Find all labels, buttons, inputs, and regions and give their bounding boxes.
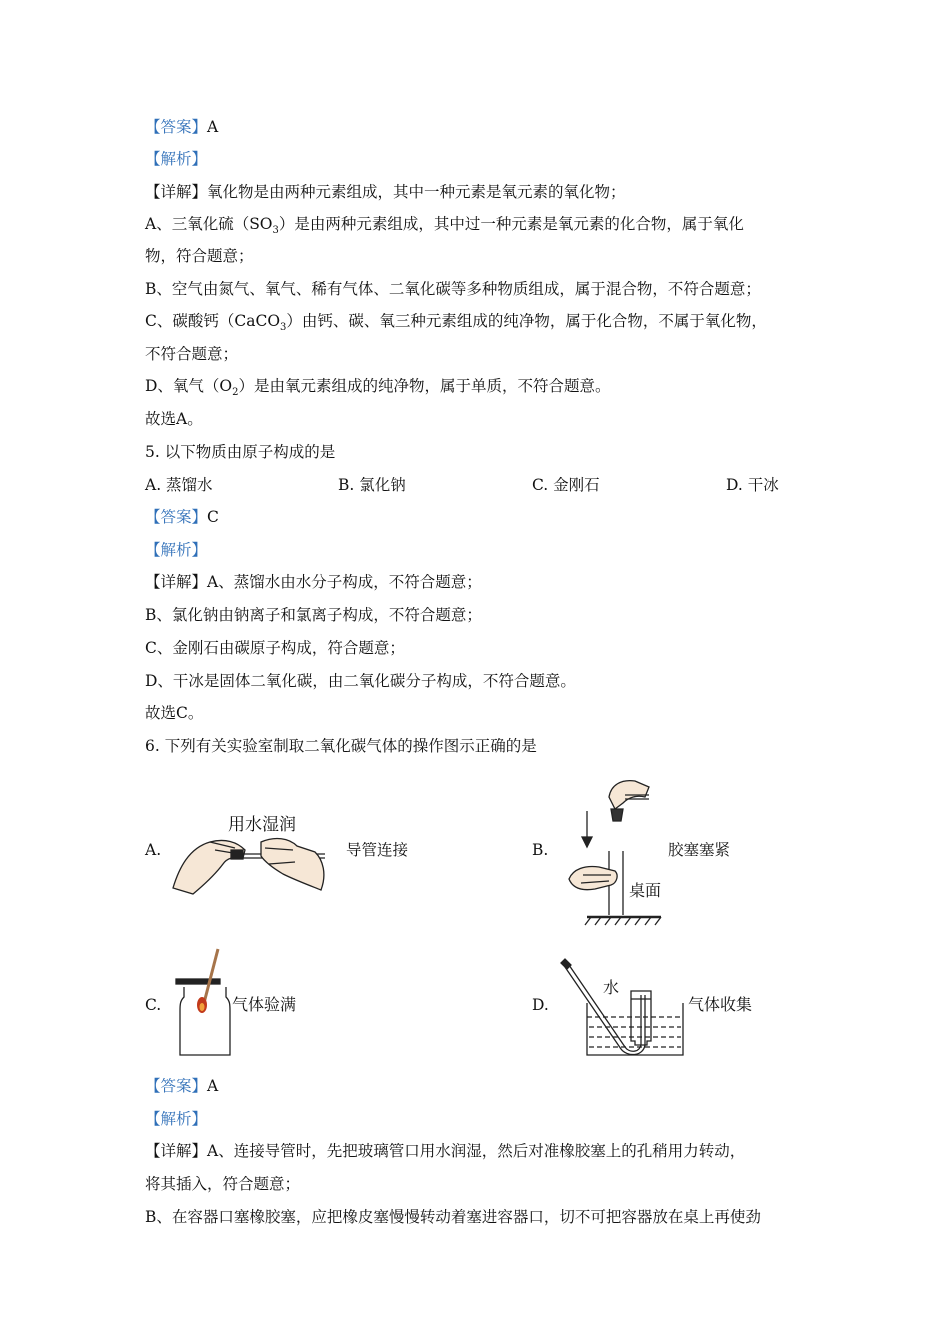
q5-option-c: C. 金刚石 [532, 476, 600, 494]
hands-connecting-tube-figure [165, 828, 340, 903]
q6-option-a-note: 用水湿润 [228, 815, 296, 835]
q4-detail: 【详解】氧化物是由两种元素组成，其中一种元素是氧元素的氧化物； [145, 183, 626, 201]
q5-explain-d: D、干冰是固体二氧化碳，由二氧化碳分子构成，不符合题意。 [145, 672, 576, 690]
q6-option-a-label: 导管连接 [346, 841, 409, 859]
q6-detail: 【详解】A、连接导管时，先把玻璃管口用水润湿，然后对准橡胶塞上的孔稍用力转动， [145, 1142, 746, 1160]
q5-stem: 5. 以下物质由原子构成的是 [145, 443, 336, 461]
q5-option-a: A. 蒸馏水 [145, 476, 213, 494]
q5-explain-b: B、氯化钠由钠离子和氯离子构成，不符合题意； [145, 606, 482, 624]
q6-option-d-letter: D. [532, 996, 549, 1014]
q5-detail: 【详解】A、蒸馏水由水分子构成，不符合题意； [145, 573, 482, 591]
q6-stem: 6. 下列有关实验室制取二氧化碳气体的操作图示正确的是 [145, 737, 537, 755]
q4-choose: 故选A。 [145, 410, 203, 428]
q6-option-d-note: 水 [603, 978, 620, 997]
q6-explain-a-line2: 将其插入，符合题意； [145, 1175, 301, 1193]
q5-choose: 故选C。 [145, 704, 204, 722]
water-collection-figure [555, 955, 685, 1060]
q4-answer: 【答案】A [145, 118, 219, 136]
q4-option-a-line2: 物，符合题意； [145, 247, 254, 265]
q4-option-c-line2: 不符合题意； [145, 345, 239, 363]
q6-option-a-letter: A. [145, 841, 162, 859]
q5-answer: 【答案】C [145, 508, 219, 526]
q4-option-a-line1: A、三氧化硫$(SO_3)$是由两种元素组成，其中过一种元素是氧元素的化合物，属于氧化 [145, 215, 744, 237]
q6-analysis-tag: 【解析】 [145, 1110, 208, 1128]
q5-analysis-tag: 【解析】 [145, 541, 208, 559]
q4-analysis-tag: 【解析】 [145, 150, 208, 168]
q6-option-b-letter: B. [532, 841, 549, 859]
q6-option-b-note: 桌面 [629, 881, 662, 900]
q6-explain-b: B、在容器口塞橡胶塞，应把橡皮塞慢慢转动着塞进容器口，切不可把容器放在桌上再使劲 [145, 1208, 761, 1226]
q6-option-c-label: 气体验满 [232, 995, 297, 1014]
q6-option-d-label: 气体收集 [688, 995, 753, 1014]
q4-option-d: D、氧气$(O_2)$是由氧元素组成的纯净物，属于单质，不符合题意。 [145, 377, 611, 399]
q4-option-b: B、空气由氮气、氧气、稀有气体、二氧化碳等多种物质组成，属于混合物，不符合题意； [145, 280, 761, 298]
q5-explain-c: C、金刚石由碳原子构成，符合题意； [145, 639, 405, 657]
q5-option-d: D. 干冰 [726, 476, 779, 494]
q5-option-b: B. 氯化钠 [338, 476, 406, 494]
q6-answer: 【答案】A [145, 1077, 219, 1095]
stopper-into-tube-figure [565, 775, 665, 930]
gas-bottle-flame-test-figure [172, 945, 234, 1060]
q6-option-c-letter: C. [145, 996, 162, 1014]
q4-option-c-line1: C、碳酸钙（CaCO$_3$）由钙、碳、氧三种元素组成的纯净物，属于化合物，不属于氧化物， [145, 312, 767, 334]
q6-option-b-label: 胶塞塞紧 [668, 841, 731, 859]
